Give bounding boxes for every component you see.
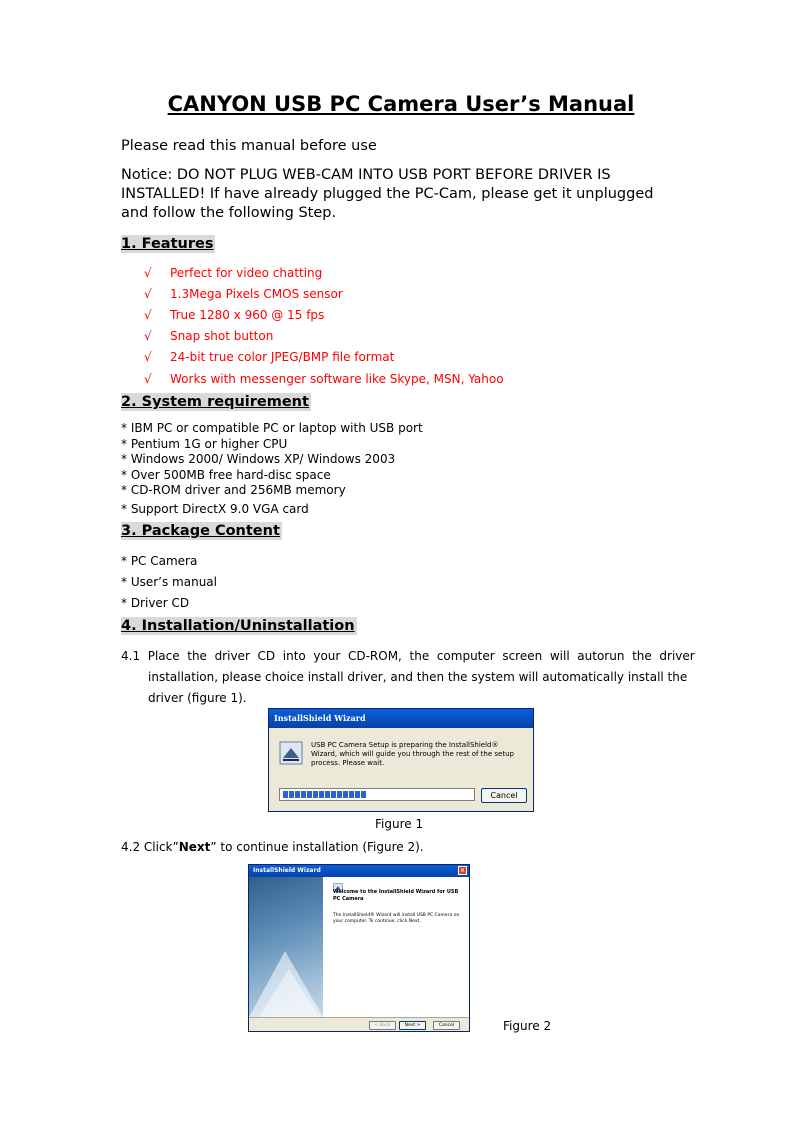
system-section	[121, 391, 311, 412]
progress-block	[295, 791, 300, 798]
progress-block	[349, 791, 354, 798]
wizard-side-panel	[249, 877, 323, 1017]
wizard-graphic	[249, 877, 323, 1017]
progress-block	[355, 791, 360, 798]
feature-label: 1.3Mega Pixels CMOS sensor	[170, 287, 343, 301]
notice-line-3: and follow the following Step.	[121, 205, 337, 221]
check-icon: √	[144, 350, 152, 364]
feature-label: Perfect for video chatting	[170, 266, 323, 280]
check-icon: √	[144, 372, 152, 386]
wizard-button-bar	[249, 1017, 469, 1032]
progress-block	[313, 791, 318, 798]
wizard-welcome-title: Welcome to the InstallShield Wizard for USB PC Camera	[333, 889, 459, 902]
progress-block	[289, 791, 294, 798]
check-icon: √	[144, 287, 152, 301]
figure-1-caption: Figure 1	[375, 817, 424, 831]
install-section	[121, 615, 357, 636]
package-item: * PC Camera	[121, 554, 198, 568]
wizard-welcome-body: The InstallShield® Wizard will install USB PC Camera on your computer. To continue, click Next.	[333, 913, 460, 924]
requirement-item: * Over 500MB free hard-disc space	[121, 468, 331, 482]
package-item: * Driver CD	[121, 596, 190, 610]
document-title: CANYON USB PC Camera User’s Manual	[167, 92, 635, 116]
feature-item	[144, 308, 324, 322]
package-item: * User’s manual	[121, 575, 217, 589]
next-button[interactable]: Next >	[399, 1021, 426, 1030]
features-heading: 1. Features	[121, 236, 214, 252]
intro-text: Please read this manual before use	[121, 138, 377, 154]
feature-item	[144, 350, 394, 364]
requirement-item: * IBM PC or compatible PC or laptop with USB port	[121, 421, 423, 435]
package-section	[121, 520, 282, 541]
requirement-item: * Support DirectX 9.0 VGA card	[121, 502, 309, 516]
feature-item	[144, 329, 273, 343]
notice-line-2: INSTALLED! If have already plugged the PC-Cam, please get it unplugged	[121, 186, 654, 202]
installer-icon	[279, 741, 303, 765]
notice-line-1: Notice: DO NOT PLUG WEB-CAM INTO USB PORT BEFORE DRIVER IS	[121, 167, 611, 183]
requirement-item: * Windows 2000/ Windows XP/ Windows 2003	[121, 452, 396, 466]
figure-1-message: USB PC Camera Setup is preparing the InstallShield® Wizard, which will guide you through the rest of the setup process. Please wait.	[311, 741, 514, 767]
figure-2-title: InstallShield Wizard	[253, 867, 321, 874]
figure-1-progress-bar	[279, 788, 475, 801]
features-section	[121, 233, 215, 254]
install-heading: 4. Installation/Uninstallation	[121, 618, 355, 634]
progress-block	[325, 791, 330, 798]
progress-block	[343, 791, 348, 798]
install-step-2-suffix: ” to continue installation (Figure 2).	[210, 840, 424, 854]
feature-label: Works with messenger software like Skype, MSN, Yahoo	[170, 372, 504, 386]
feature-label: 24-bit true color JPEG/BMP file format	[170, 350, 395, 364]
check-icon: √	[144, 308, 152, 322]
install-step-1-line-2: installation, please choice install driver, and then the system will automatically install the	[148, 670, 688, 684]
figure-1-titlebar: InstallShield Wizard	[269, 709, 533, 728]
install-step-1-line-1: 4.1 Place the driver CD into your CD-ROM, the computer screen will autorun the driver	[121, 649, 695, 663]
figure-1-installshield-window	[268, 708, 534, 812]
figure-2-titlebar	[249, 865, 469, 877]
install-step-2-prefix: 4.2 Click”	[121, 840, 179, 854]
cancel-button[interactable]: Cancel	[481, 788, 527, 803]
check-icon: √	[144, 266, 152, 280]
cancel-button[interactable]: Cancel	[433, 1021, 460, 1030]
close-icon[interactable]: ×	[459, 867, 466, 874]
feature-item	[144, 266, 322, 280]
feature-item	[144, 372, 504, 386]
install-step-2-next: Next	[178, 840, 211, 854]
progress-block	[301, 791, 306, 798]
progress-block	[319, 791, 324, 798]
figure-2-installshield-window	[248, 864, 470, 1032]
requirement-item: * CD-ROM driver and 256MB memory	[121, 483, 346, 497]
package-heading: 3. Package Content	[121, 523, 280, 539]
progress-block	[337, 791, 342, 798]
figure-2-caption: Figure 2	[503, 1019, 552, 1033]
feature-item	[144, 287, 343, 301]
back-button[interactable]: < Back	[369, 1021, 396, 1030]
requirement-item: * Pentium 1G or higher CPU	[121, 437, 288, 451]
feature-label: Snap shot button	[170, 329, 274, 343]
install-step-1-line-3: driver (figure 1).	[148, 691, 247, 705]
install-step-2	[121, 839, 424, 855]
progress-block	[361, 791, 366, 798]
feature-label: True 1280 x 960 @ 15 fps	[170, 308, 325, 322]
system-heading: 2. System requirement	[121, 394, 309, 410]
check-icon: √	[144, 329, 152, 343]
progress-block	[307, 791, 312, 798]
progress-block	[331, 791, 336, 798]
progress-block	[283, 791, 288, 798]
